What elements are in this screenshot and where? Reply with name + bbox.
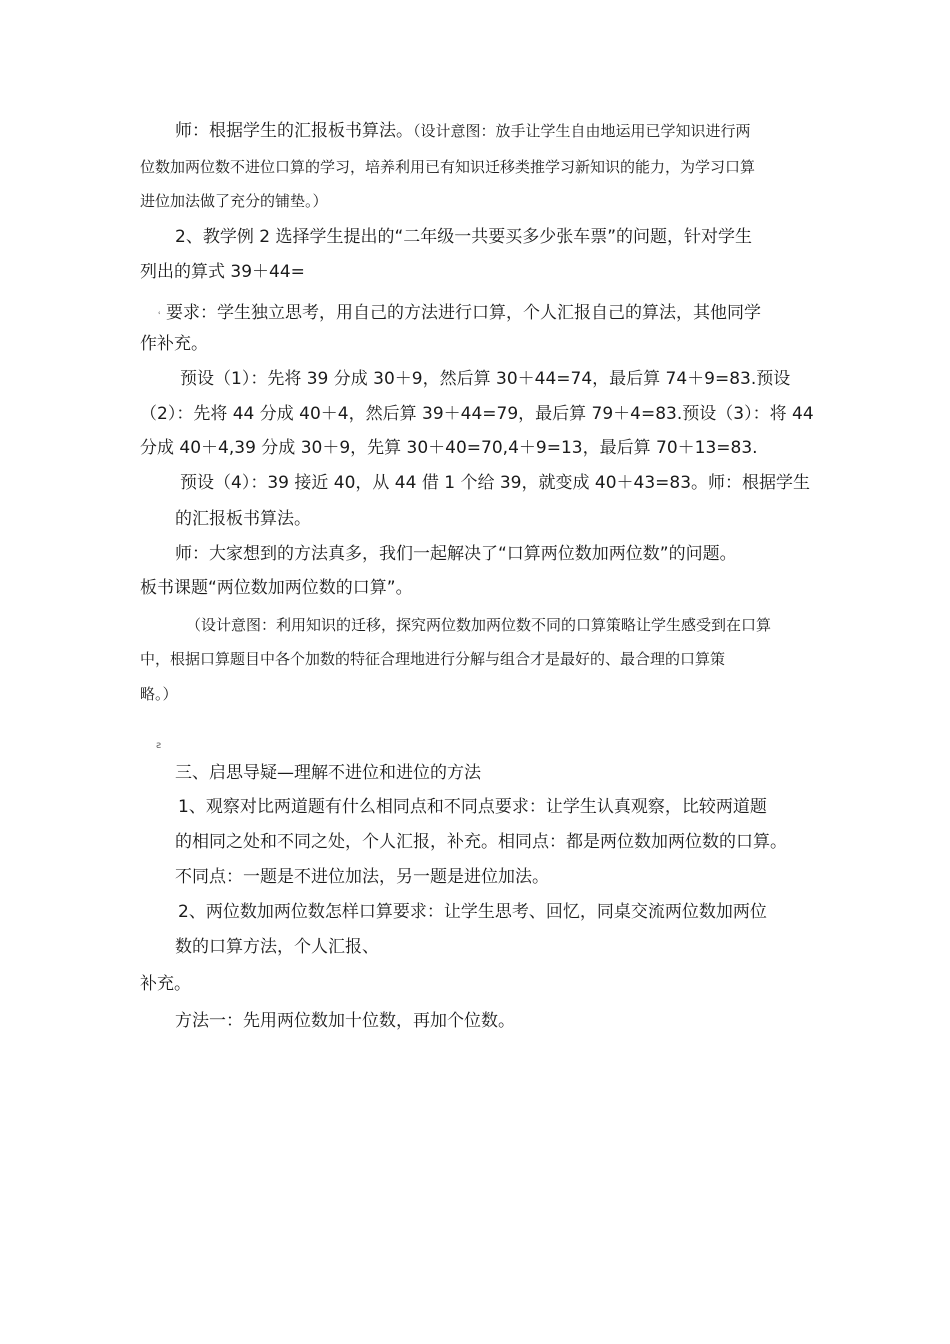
paragraph-line: 分成 40＋4,39 分成 30＋9，先算 30＋40=70,4＋9=13，最后算 70＋13=83.	[140, 438, 758, 458]
paragraph-line: 数的口算方法，个人汇报、	[175, 937, 379, 957]
paragraph-line: 2、两位数加两位数怎样口算要求：让学生思考、回忆，同桌交流两位数加两位	[178, 902, 767, 922]
paragraph-line: 略。）	[140, 685, 178, 703]
paragraph-line: 预设（1）：先将 39 分成 30＋9，然后算 30＋44=74，最后算 74＋9=83.预设	[180, 369, 791, 389]
paragraph-line: 的汇报板书算法。	[175, 509, 311, 529]
paragraph-line: 板书课题“两位数加两位数的口算”。	[140, 578, 413, 598]
paragraph-line: 的相同之处和不同之处，个人汇报，补充。相同点：都是两位数加两位数的口算。	[175, 832, 787, 852]
paragraph-line: 师：大家想到的方法真多，我们一起解决了“口算两位数加两位数”的问题。	[175, 544, 737, 564]
paragraph-line: 2、教学例 2 选择学生提出的“二年级一共要买多少张车票”的问题，针对学生	[175, 227, 753, 247]
paragraph-line: 进位加法做了充分的铺垫。）	[140, 192, 328, 210]
paragraph-line: 方法一：先用两位数加十位数，再加个位数。	[175, 1011, 515, 1031]
section-heading: 三、启思导疑—理解不进位和进位的方法	[175, 763, 481, 783]
line-main: 师：根据学生的汇报板书算法。	[175, 121, 413, 141]
paragraph-line: 要求：学生独立思考，用自己的方法进行口算，个人汇报自己的算法，其他同学	[166, 303, 761, 323]
paragraph-line: 列出的算式 39＋44=	[140, 262, 305, 282]
paragraph-line: 1、观察对比两道题有什么相同点和不同点要求：让学生认真观察，比较两道题	[178, 797, 767, 817]
paragraph-line: 中，根据口算题目中各个加数的特征合理地进行分解与组合才是最好的、最合理的口算策	[140, 650, 726, 668]
paragraph-line: （设计意图：利用知识的迁移，探究两位数加两位数不同的口算策略让学生感受到在口算	[186, 616, 772, 634]
paragraph-line: 预设（4）：39 接近 40，从 44 借 1 个给 39，就变成 40＋43=83。师：根据学生	[180, 473, 811, 493]
paragraph-line: 补充。	[140, 974, 191, 994]
paragraph-line	[175, 120, 751, 142]
paragraph-line: 不同点：一题是不进位加法，另一题是进位加法。	[175, 867, 549, 887]
paragraph-line: （2）：先将 44 分成 40＋4，然后算 39＋44=79，最后算 79＋4=83.预设（3）：将 44	[140, 404, 814, 424]
paragraph-line: 位数加两位数不进位口算的学习，培养利用已有知识迁移类推学习新知识的能力，为学习口算	[140, 158, 756, 176]
stray-mark: ʿ	[158, 311, 162, 322]
design-note: （设计意图：放手让学生自由地运用已学知识进行两	[413, 122, 751, 140]
stray-mark: ƨ	[156, 740, 162, 751]
paragraph-line: 作补充。	[140, 334, 208, 354]
